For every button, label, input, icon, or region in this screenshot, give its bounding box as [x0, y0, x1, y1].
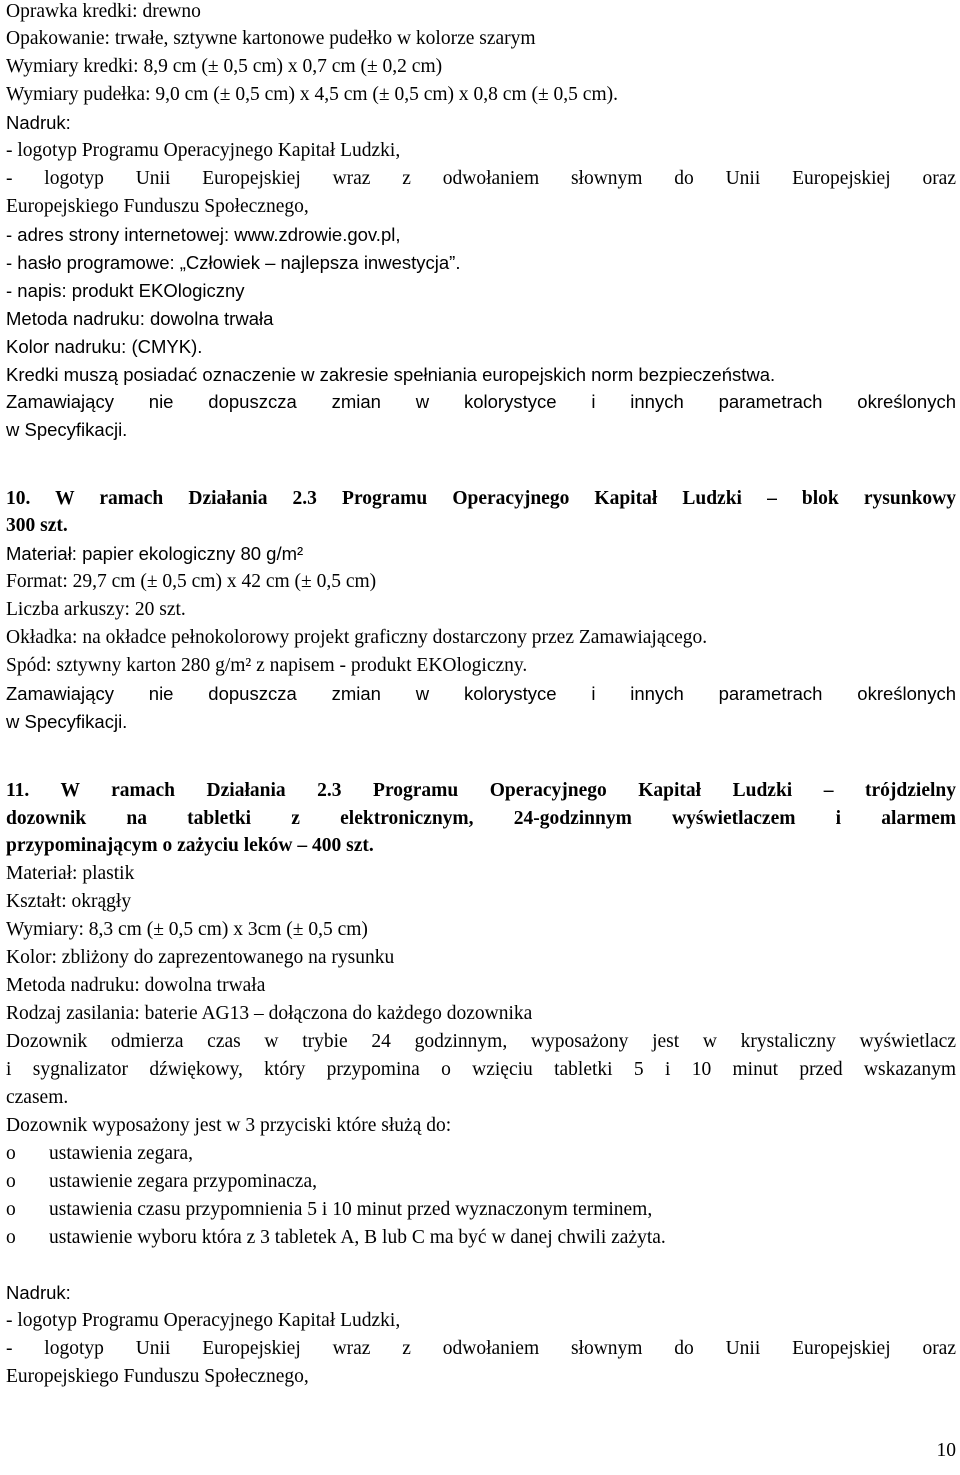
spec-line: - logotyp Programu Operacyjnego Kapitał Ludzki, [6, 140, 401, 161]
spec-line: Zamawiający nie dopuszcza zmian w kolorystyce i innych parametrach określonych [6, 683, 956, 704]
spec-line: - hasło programowe: „Człowiek – najlepsza inwestycja”. [6, 252, 461, 273]
list-item [6, 1170, 956, 1199]
bullet-icon: o [6, 1199, 16, 1220]
spec-line: Rodzaj zasilania: baterie AG13 – dołączona do każdego dozownika [6, 1003, 533, 1024]
spec-line: Nadruk: [6, 1282, 71, 1303]
spec-line: i sygnalizator dźwiękowy, który przypomina o wzięciu tabletki 5 i 10 minut przed wskazanym [6, 1059, 956, 1080]
spec-line: - napis: produkt EKOlogiczny [6, 280, 245, 301]
section-heading: 11. W ramach Działania 2.3 Programu Operacyjnego Kapitał Ludzki – trójdzielny [6, 780, 956, 801]
spec-line: Kształt: okrągły [6, 891, 132, 912]
spec-line: Metoda nadruku: dowolna trwała [6, 975, 266, 996]
list-item [6, 1198, 956, 1227]
spec-line: Kredki muszą posiadać oznaczenie w zakresie spełniania europejskich norm bezpieczeństwa. [6, 364, 776, 385]
bullet-icon: o [6, 1227, 16, 1248]
spec-line: Kolor nadruku: (CMYK). [6, 336, 203, 357]
spec-line: Nadruk: [6, 112, 71, 133]
spec-line: Materiał: papier ekologiczny 80 g/m² [6, 543, 304, 564]
spec-line: - logotyp Unii Europejskiej wraz z odwołaniem słownym do Unii Europejskiej oraz [6, 1338, 956, 1359]
spec-line: Wymiary: 8,3 cm (± 0,5 cm) x 3cm (± 0,5 cm) [6, 919, 368, 940]
section-heading: 10. W ramach Działania 2.3 Programu Operacyjnego Kapitał Ludzki – blok rysunkowy [6, 488, 956, 509]
spec-line: Oprawka kredki: drewno [6, 1, 201, 22]
spec-line: Dozownik odmierza czas w trybie 24 godzinnym, wyposażony jest w krystaliczny wyświetlacz [6, 1031, 956, 1052]
spec-line: Europejskiego Funduszu Społecznego, [6, 1366, 309, 1387]
spec-line: czasem. [6, 1087, 69, 1108]
list-item-text: ustawienia czasu przypomnienia 5 i 10 minut przed wyznaczonym terminem, [49, 1199, 653, 1220]
spec-line: Zamawiający nie dopuszcza zmian w kolorystyce i innych parametrach określonych [6, 391, 956, 412]
section-heading: 300 szt. [6, 515, 68, 536]
section-heading: przypominającym o zażyciu leków – 400 szt. [6, 835, 374, 856]
page-number: 10 [936, 1440, 956, 1461]
bullet-icon: o [6, 1171, 16, 1192]
list-item-text: ustawienie zegara przypominacza, [49, 1171, 317, 1192]
spec-line: Okładka: na okładce pełnokolorowy projekt graficzny dostarczony przez Zamawiającego. [6, 627, 708, 648]
spec-line: Spód: sztywny karton 280 g/m² z napisem - produkt EKOlogiczny. [6, 655, 528, 676]
bullet-icon: o [6, 1143, 16, 1164]
spec-line: Wymiary kredki: 8,9 cm (± 0,5 cm) x 0,7 cm (± 0,2 cm) [6, 56, 443, 77]
spec-line: Format: 29,7 cm (± 0,5 cm) x 42 cm (± 0,5 cm) [6, 571, 377, 592]
spec-line: w Specyfikacji. [6, 419, 128, 440]
spec-line: Metoda nadruku: dowolna trwała [6, 308, 274, 329]
list-item-text: ustawienia zegara, [49, 1143, 194, 1164]
spec-line: Liczba arkuszy: 20 szt. [6, 599, 186, 620]
spec-line: Wymiary pudełka: 9,0 cm (± 0,5 cm) x 4,5 cm (± 0,5 cm) x 0,8 cm (± 0,5 cm). [6, 84, 618, 105]
spec-line: Europejskiego Funduszu Społecznego, [6, 196, 309, 217]
spec-line: Opakowanie: trwałe, sztywne kartonowe pudełko w kolorze szarym [6, 28, 536, 49]
spec-line: - adres strony internetowej: www.zdrowie.gov.pl, [6, 224, 401, 245]
list-item [6, 1226, 956, 1255]
spec-line: w Specyfikacji. [6, 711, 128, 732]
spec-line: Dozownik wyposażony jest w 3 przyciski które służą do: [6, 1115, 452, 1136]
list-item-text: ustawienie wyboru która z 3 tabletek A, B lub C ma być w danej chwili zażyta. [49, 1227, 666, 1248]
spec-line: - logotyp Unii Europejskiej wraz z odwołaniem słownym do Unii Europejskiej oraz [6, 168, 956, 189]
spec-line: Kolor: zbliżony do zaprezentowanego na rysunku [6, 947, 395, 968]
section-heading: dozownik na tabletki z elektronicznym, 24-godzinnym wyświetlaczem i alarmem [6, 808, 956, 829]
spec-line: Materiał: plastik [6, 863, 135, 884]
spec-line: - logotyp Programu Operacyjnego Kapitał Ludzki, [6, 1310, 401, 1331]
list-item [6, 1142, 956, 1171]
